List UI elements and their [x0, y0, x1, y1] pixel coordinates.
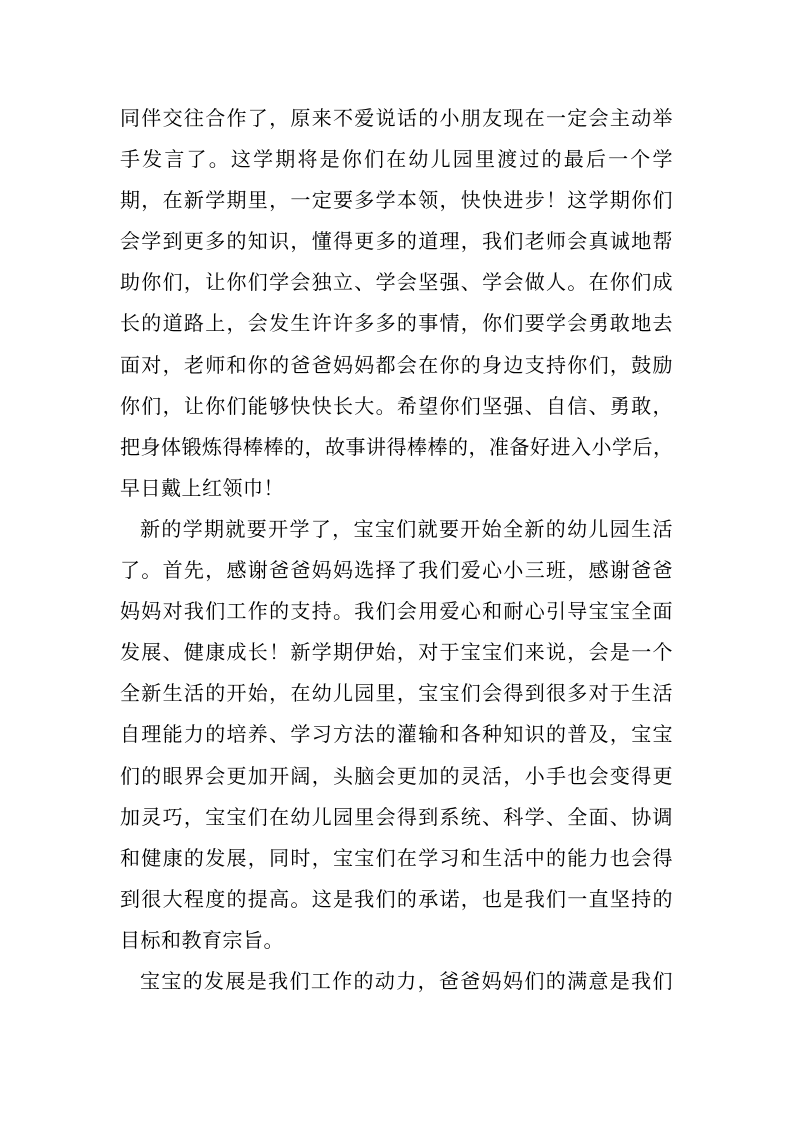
text-line: 了。首先，感谢爸爸妈妈选择了我们爱心小三班，感谢爸爸 — [120, 558, 673, 583]
document-body — [120, 98, 673, 1002]
text-line: 手发言了。这学期将是你们在幼儿园里渡过的最后一个学 — [120, 147, 673, 172]
text-line: 长的道路上，会发生许许多多的事情，你们要学会勇敢地去 — [120, 311, 673, 336]
paragraph-start-line: 宝宝的发展是我们工作的动力，爸爸妈妈们的满意是我们 — [140, 968, 673, 993]
text-line: 和健康的发展，同时，宝宝们在学习和生活中的能力也会得 — [120, 845, 673, 870]
paragraph-start-line: 新的学期就要开学了，宝宝们就要开始全新的幼儿园生活 — [140, 516, 673, 541]
text-line: 同伴交往合作了，原来不爱说话的小朋友现在一定会主动举 — [120, 106, 673, 130]
text-line: 自理能力的培养、学习方法的灌输和各种知识的普及，宝宝 — [120, 722, 673, 747]
text-line: 目标和教育宗旨。 — [120, 927, 284, 952]
text-line: 你们，让你们能够快快长大。希望你们坚强、自信、勇敢， — [120, 393, 673, 418]
text-line: 面对，老师和你的爸爸妈妈都会在你的身边支持你们，鼓励 — [120, 352, 673, 377]
text-line: 到很大程度的提高。这是我们的承诺，也是我们一直坚持的 — [120, 886, 673, 911]
text-line: 们的眼界会更加开阔，头脑会更加的灵活，小手也会变得更 — [120, 763, 673, 788]
text-line: 妈妈对我们工作的支持。我们会用爱心和耐心引导宝宝全面 — [120, 599, 673, 624]
text-line: 助你们，让你们学会独立、学会坚强、学会做人。在你们成 — [120, 270, 673, 295]
text-line: 全新生活的开始，在幼儿园里，宝宝们会得到很多对于生活 — [120, 681, 673, 706]
text-line: 把身体锻炼得棒棒的，故事讲得棒棒的，准备好进入小学后， — [120, 434, 674, 459]
text-line: 加灵巧，宝宝们在幼儿园里会得到系统、科学、全面、协调 — [120, 804, 673, 829]
text-line: 会学到更多的知识，懂得更多的道理，我们老师会真诚地帮 — [120, 229, 673, 254]
text-line: 期，在新学期里，一定要多学本领，快快进步！这学期你们 — [120, 188, 673, 213]
text-line: 早日戴上红领巾！ — [120, 475, 284, 500]
text-line: 发展、健康成长！新学期伊始，对于宝宝们来说，会是一个 — [120, 640, 673, 665]
